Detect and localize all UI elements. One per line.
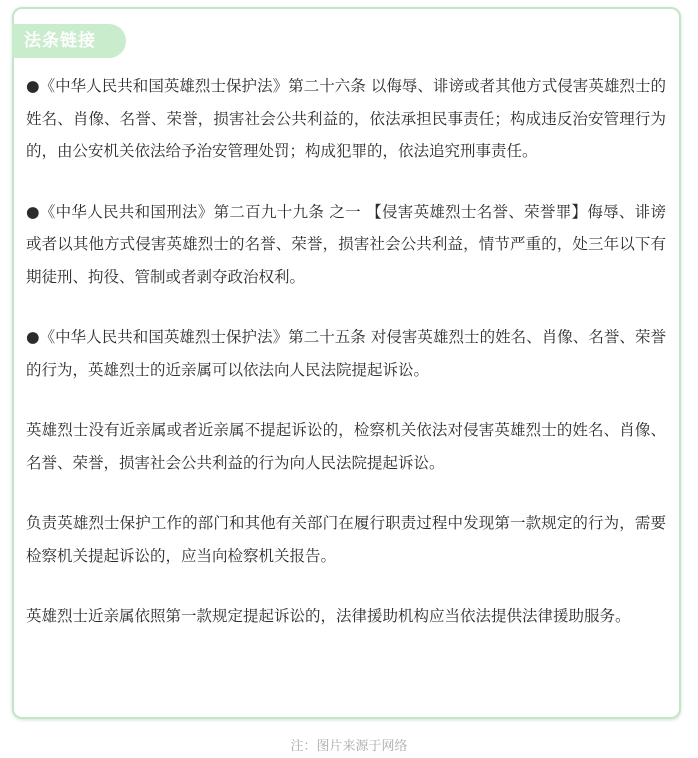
law-paragraph-4 — [26, 414, 666, 479]
paragraph-text: 《中华人民共和国刑法》第二百九十九条 之一 【侵害英雄烈士名誉、荣誉罪】侮辱、诽谤或者以其他方式侵害英雄烈士的名誉、荣誉，损害社会公共利益，情节严重的，处三年以下有期徒刑、拘役、管制或者剥夺政治权利。 — [26, 202, 666, 286]
law-paragraph-3 — [26, 321, 666, 386]
paragraph-text: 英雄烈士近亲属依照第一款规定提起诉讼的，法律援助机构应当依法提供法律援助服务。 — [26, 607, 631, 625]
law-paragraph-5 — [26, 507, 666, 572]
image-caption: 注：图片来源于网络 — [290, 739, 408, 754]
law-paragraph-1 — [26, 70, 666, 168]
law-paragraph-2 — [26, 196, 666, 294]
bullet-icon: ● — [26, 328, 40, 346]
law-content — [26, 70, 666, 661]
bullet-icon: ● — [26, 77, 40, 95]
paragraph-text: 负责英雄烈士保护工作的部门和其他有关部门在履行职责过程中发现第一款规定的行为，需要检察机关提起诉讼的，应当向检察机关报告。 — [26, 514, 666, 565]
paragraph-text: 《中华人民共和国英雄烈士保护法》第二十五条 对侵害英雄烈士的姓名、肖像、名誉、荣誉的行为，英雄烈士的近亲属可以依法向人民法院提起诉讼。 — [26, 328, 666, 379]
paragraph-text: 《中华人民共和国英雄烈士保护法》第二十六条 以侮辱、诽谤或者其他方式侵害英雄烈士的姓名、肖像、名誉、荣誉，损害社会公共利益的，依法承担民事责任；构成违反治安管理行为的，由公安机关依法给予治安管理处罚；构成犯罪的，依法追究刑事责任。 — [26, 77, 666, 160]
paragraph-text: 英雄烈士没有近亲属或者近亲属不提起诉讼的，检察机关依法对侵害英雄烈士的姓名、肖像、名誉、荣誉，损害社会公共利益的行为向人民法院提起诉讼。 — [26, 421, 666, 472]
law-paragraph-6 — [26, 600, 666, 633]
section-tag: 法条链接 — [12, 24, 126, 58]
bullet-icon: ● — [26, 202, 40, 221]
